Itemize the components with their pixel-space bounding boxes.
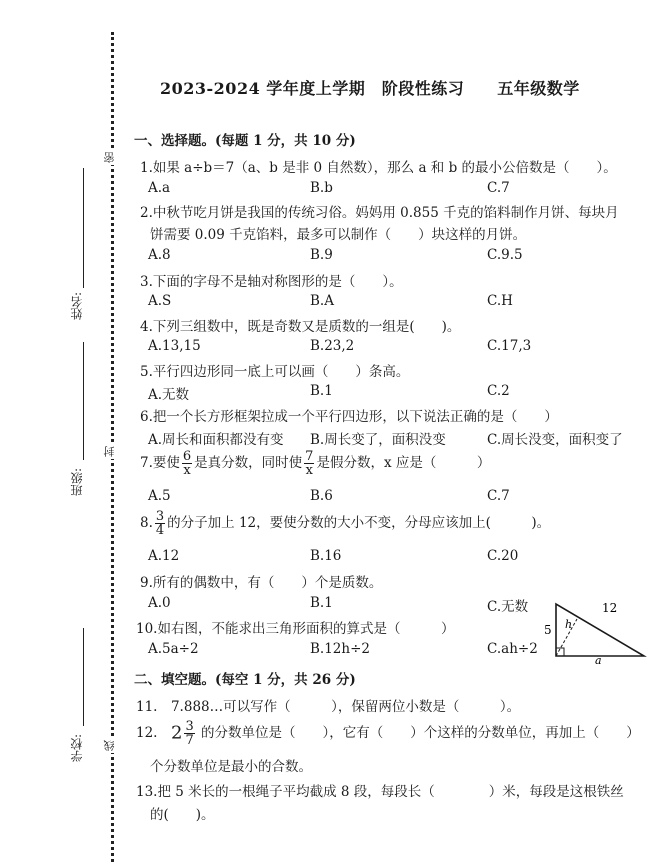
q1-option-b: B.b [310, 180, 333, 196]
name-label: 姓名: [70, 292, 84, 321]
page-title: 2023-2024 学年度上学期 阶段性练习 五年级数学 [160, 79, 580, 98]
q4-option-c: C.17,3 [487, 338, 532, 354]
q3-option-b: B.A [310, 293, 334, 309]
q12-fraction-denominator: 7 [185, 733, 194, 748]
seal-feng-char: 封 [103, 446, 116, 457]
figure-label-a: a [595, 654, 602, 664]
question-8 [140, 508, 550, 538]
class-underline [83, 342, 84, 460]
figure-label-h: h [565, 618, 573, 631]
q8-fraction [155, 510, 165, 537]
question-3: 3.下面的字母不是轴对称图形的是（ ）。 [140, 274, 403, 290]
q7-text-pre: 7.要使 [140, 455, 180, 471]
q5-option-c: C.2 [487, 383, 510, 399]
q6-option-c: C.周长没变，面积变了 [487, 432, 623, 448]
q5-option-a: A.无数 [148, 387, 190, 403]
q7-fraction-1 [182, 450, 192, 477]
question-2-line-2: 饼需要 0.09 千克馅料，最多可以制作（ ）块这样的月饼。 [150, 227, 527, 243]
question-10: 10.如右图，不能求出三角形面积的算式是（ ） [136, 621, 455, 637]
question-13-line-1: 13.把 5 米长的一根绳子平均截成 8 段，每段长（ ）米，每段是这根铁丝 [136, 784, 624, 800]
question-6: 6.把一个长方形框架拉成一个平行四边形，以下说法正确的是（ ） [140, 409, 558, 425]
figure-label-12: 12 [602, 601, 618, 615]
q7-fraction-1-denominator: x [183, 463, 191, 478]
q10-option-c: C.ah÷2 [487, 641, 538, 657]
question-13-line-2: 的( )。 [150, 807, 215, 823]
seal-xian-char: 线 [103, 740, 116, 751]
q4-option-a: A.13,15 [148, 338, 201, 354]
q2-option-c: C.9.5 [487, 247, 523, 263]
q8-option-c: C.20 [487, 548, 519, 564]
q6-option-a: A.周长和面积都没有变 [148, 432, 284, 448]
seal-mi-char: 密 [103, 152, 116, 163]
question-12-line-2: 个分数单位是最小的合数。 [150, 759, 312, 775]
q7-text-post: 是假分数，x 应是（ ） [316, 455, 491, 471]
school-label: 学校: [70, 734, 84, 763]
q2-option-b: B.9 [310, 247, 333, 263]
question-2-line-1: 2.中秋节吃月饼是我国的传统习俗。妈妈用 0.855 千克的馅料制作月饼、每块月 [140, 205, 619, 221]
q12-text-post: 的分数单位是（ ），它有（ ）个这样的分数单位，再加上（ ） [196, 725, 640, 741]
q10-option-a: A.5a÷2 [148, 641, 199, 657]
q7-fraction-1-numerator: 6 [182, 449, 192, 464]
question-4: 4.下列三组数中，既是奇数又是质数的一组是( )。 [140, 319, 461, 335]
q10-option-b: B.12h÷2 [310, 641, 370, 657]
q7-fraction-2-numerator: 7 [305, 449, 314, 464]
q3-option-c: C.H [487, 293, 513, 309]
q9-option-b: B.1 [310, 595, 333, 611]
question-1: 1.如果 a÷b＝7（a、b 是非 0 自然数），那么 a 和 b 的最小公倍数是（ ）。 [140, 160, 617, 176]
q1-option-a: A.a [148, 180, 171, 196]
section-1-title: 一、选择题。(每题 1 分，共 10 分) [134, 133, 356, 149]
q3-option-a: A.S [148, 293, 172, 309]
q8-option-b: B.16 [310, 548, 342, 564]
question-7 [140, 448, 490, 478]
question-11: 11. 7.888…可以写作（ ），保留两位小数是（ ）。 [136, 699, 521, 715]
q7-text-mid: 是真分数，同时使 [194, 455, 303, 471]
q12-text-pre: 12. [136, 725, 171, 741]
q5-option-b: B.1 [310, 383, 333, 399]
question-9: 9.所有的偶数中，有（ ）个是质数。 [140, 575, 383, 591]
q8-fraction-denominator: 4 [155, 523, 165, 538]
name-underline [83, 168, 84, 288]
q8-text-post: 的分子加上 12，要使分数的大小不变，分母应该加上( )。 [167, 515, 551, 531]
q4-option-b: B.23,2 [310, 338, 355, 354]
class-label: 班级: [70, 468, 84, 497]
triangle-figure [540, 598, 652, 664]
q9-option-c: C.无数 [487, 599, 529, 615]
q6-option-b: B.周长变了，面积没变 [310, 432, 446, 448]
section-2-title: 二、填空题。(每空 1 分，共 26 分) [134, 672, 356, 688]
q7-option-c: C.7 [487, 488, 510, 504]
q1-option-c: C.7 [487, 180, 510, 196]
q12-fraction [184, 720, 194, 747]
q7-fraction-2 [304, 450, 314, 477]
q12-fraction-numerator: 3 [185, 719, 194, 734]
school-underline [83, 628, 84, 726]
q2-option-a: A.8 [148, 247, 171, 263]
q7-option-a: A.5 [148, 488, 171, 504]
figure-label-5: 5 [544, 623, 552, 637]
q8-option-a: A.12 [148, 548, 180, 564]
q8-text-pre: 8. [140, 515, 153, 531]
q8-fraction-numerator: 3 [155, 509, 165, 524]
q9-option-a: A.0 [148, 595, 171, 611]
question-12 [136, 716, 640, 751]
q7-option-b: B.6 [310, 488, 333, 504]
q12-mixed-whole: 2 [170, 722, 183, 744]
q7-fraction-2-denominator: x [305, 463, 313, 478]
question-5: 5.平行四边形同一底上可以画（ ）条高。 [140, 364, 410, 380]
